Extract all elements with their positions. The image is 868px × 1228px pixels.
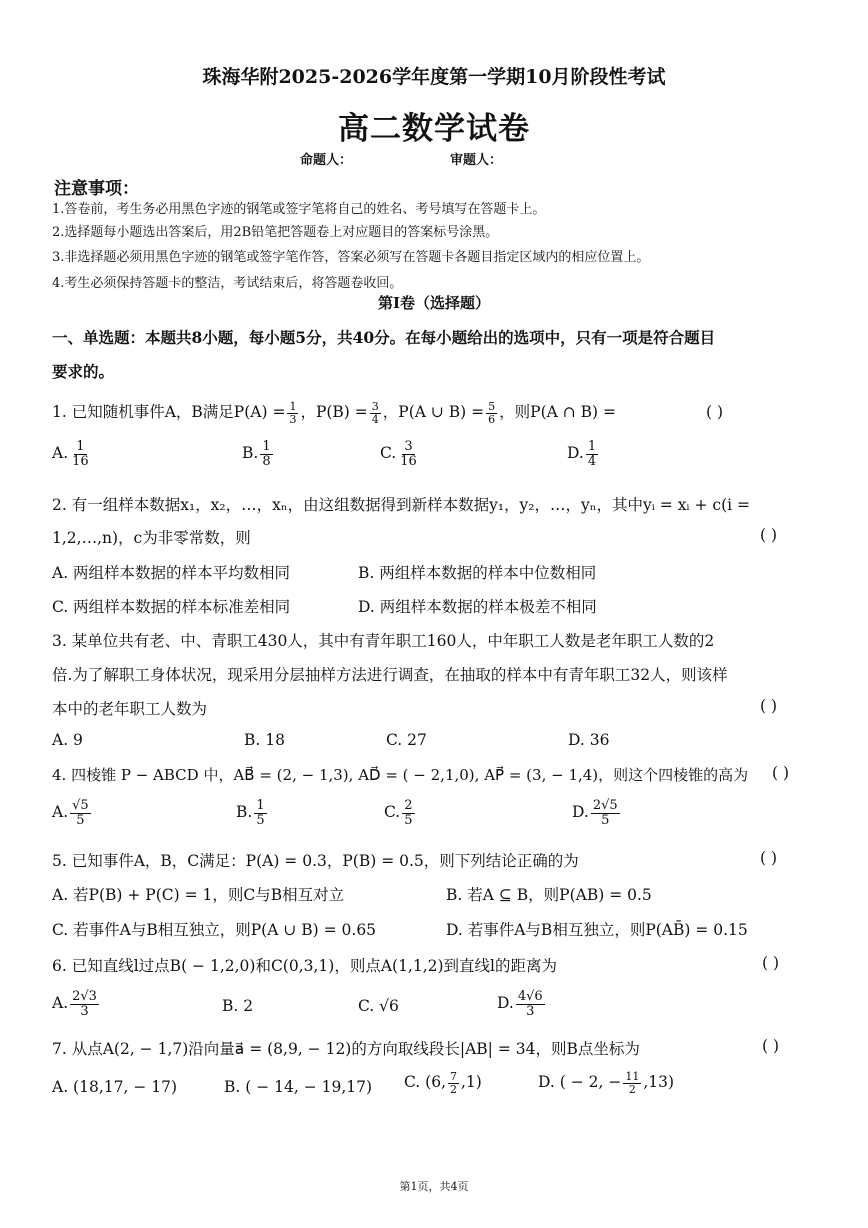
answer-paren: ( ) — [762, 1037, 780, 1055]
q1-option-c: C. $\frac{3}{16}$ — [380, 439, 417, 469]
question-6-stem: 6. 已知直线l过点B( − 1,2,0)和C(0,3,1)，则点A(1,1,2)到直线l的距离为 — [52, 957, 558, 975]
answer-paren: ( ) — [760, 697, 778, 715]
q1-option-a: A. $\frac{1}{16}$ — [52, 439, 89, 469]
question-2-stem: 2. 有一组样本数据x₁，x₂，…，xₙ，由这组数据得到新样本数据y₁，y₂，…，yₙ，其中yᵢ = xᵢ + c(i = — [52, 496, 750, 514]
section-heading: 一、单选题：本题共8小题，每小题5分，共40分。在每小题给出的选项中，只有一项是符合题目 — [52, 328, 716, 347]
q6-option-c: C. √6 — [358, 997, 399, 1015]
note-item: 1.答卷前，考生务必用黑色字迹的钢笔或签字笔将自己的姓名、考号填写在答题卡上。 — [52, 202, 546, 217]
q5-option-c: C. 若事件A与B相互独立，则P(A ∪ B) = 0.65 — [52, 921, 377, 939]
q4-option-d: D. $\frac{2√5}{5}$ — [572, 798, 618, 828]
q2-option-a: A. 两组样本数据的样本平均数相同 — [52, 564, 291, 582]
paper-title: 高二数学试卷 — [338, 111, 530, 147]
q3-option-c: C. 27 — [386, 731, 427, 749]
note-item: 2.选择题每小题选出答案后，用2B铅笔把答题卷上对应题目的答案标号涂黑。 — [52, 225, 499, 240]
exam-title: 珠海华附2025-2026学年度第一学期10月阶段性考试 — [202, 66, 666, 88]
q2-option-d: D. 两组样本数据的样本极差不相同 — [358, 598, 597, 616]
q3-option-b: B. 18 — [244, 731, 285, 749]
q4-option-a: A. $\frac{√5}{5}$ — [52, 798, 89, 828]
q5-option-d: D. 若事件A与B相互独立，则P(AB̄) = 0.15 — [446, 921, 748, 939]
q6-option-b: B. 2 — [222, 997, 254, 1015]
note-item: 3.非选择题必须用黑色字迹的钢笔或签字笔作答，答案必须写在答题卡各题目指定区域内的相应位置上。 — [52, 250, 650, 265]
page-footer: 第1页，共4页 — [399, 1180, 469, 1193]
question-2-stem-cont: 1,2,…,n)，c为非零常数，则 — [52, 529, 251, 547]
q3-option-a: A. 9 — [52, 731, 83, 749]
q6-option-d: D. $\frac{4√6}{3}$ — [497, 989, 543, 1019]
q2-option-b: B. 两组样本数据的样本中位数相同 — [358, 564, 597, 582]
q5-option-b: B. 若A ⊆ B，则P(AB) = 0.5 — [446, 886, 652, 904]
q1-option-b: B. $\frac{1}{8}$ — [242, 439, 271, 469]
notes-heading: 注意事项： — [54, 179, 139, 199]
answer-paren: ( ) — [760, 849, 778, 867]
q3-option-d: D. 36 — [568, 731, 610, 749]
q6-option-a: A. $\frac{2√3}{3}$ — [52, 989, 97, 1019]
q7-option-c: C. (6, $\frac{7}{2}$ ,1) — [404, 1070, 482, 1096]
section-heading-cont: 要求的。 — [52, 362, 115, 381]
question-3-stem-cont: 本中的老年职工人数为 — [52, 700, 208, 718]
note-item: 4.考生必须保持答题卡的整洁，考试结束后，将答题卷收回。 — [52, 276, 403, 291]
question-3-stem-cont: 倍.为了解职工身体状况，现采用分层抽样方法进行调查，在抽取的样本中有青年职工32人，则该样 — [52, 666, 728, 684]
answer-paren: ( ) — [762, 954, 780, 972]
q1-option-d: D. $\frac{1}{4}$ — [567, 439, 597, 469]
reviewer-label: 审题人： — [450, 153, 503, 168]
answer-paren: ( ) — [760, 526, 778, 544]
q4-option-b: B. $\frac{1}{5}$ — [236, 798, 265, 828]
q7-option-a: A. (18,17, − 17) — [52, 1078, 178, 1096]
q5-option-a: A. 若P(B) + P(C) = 1，则C与B相互对立 — [52, 886, 345, 904]
question-5-stem: 5. 已知事件A，B，C满足：P(A) = 0.3，P(B) = 0.5，则下列结论正确的为 — [52, 852, 579, 870]
setter-label: 命题人： — [300, 153, 353, 168]
question-7-stem: 7. 从点A(2, − 1,7)沿向量a⃗ = (8,9, − 12)的方向取线段长|AB| = 34，则B点坐标为 — [52, 1040, 640, 1058]
part-title: 第Ⅰ卷（选择题） — [377, 294, 491, 312]
answer-paren: ( ) — [706, 403, 724, 421]
q7-option-d: D. ( − 2, − $\frac{11}{2}$ ,13) — [538, 1070, 675, 1096]
question-3-stem: 3. 某单位共有老、中、青职工430人，其中有青年职工160人，中年职工人数是老年职工人数的2 — [52, 632, 715, 650]
q7-option-b: B. ( − 14, − 19,17) — [224, 1078, 373, 1096]
q2-option-c: C. 两组样本数据的样本标准差相同 — [52, 598, 291, 616]
question-1-stem: 1. 已知随机事件A，B满足P(A) = $\frac{1}{3}$ ，P(B) = $\frac{3}{4}$ ，P(A ∪ B) = $\frac{5}{6}$ ，则P(A ∩ B) = — [52, 399, 617, 426]
question-4-stem: 4. 四棱锥 P − ABCD 中，AB⃗ = (2, − 1,3), AD⃗ = ( − 2,1,0), AP⃗ = (3, − 1,4)，则这个四棱锥的高为 — [52, 766, 749, 784]
q4-option-c: C. $\frac{2}{5}$ — [384, 798, 413, 828]
answer-paren: ( ) — [772, 764, 790, 782]
